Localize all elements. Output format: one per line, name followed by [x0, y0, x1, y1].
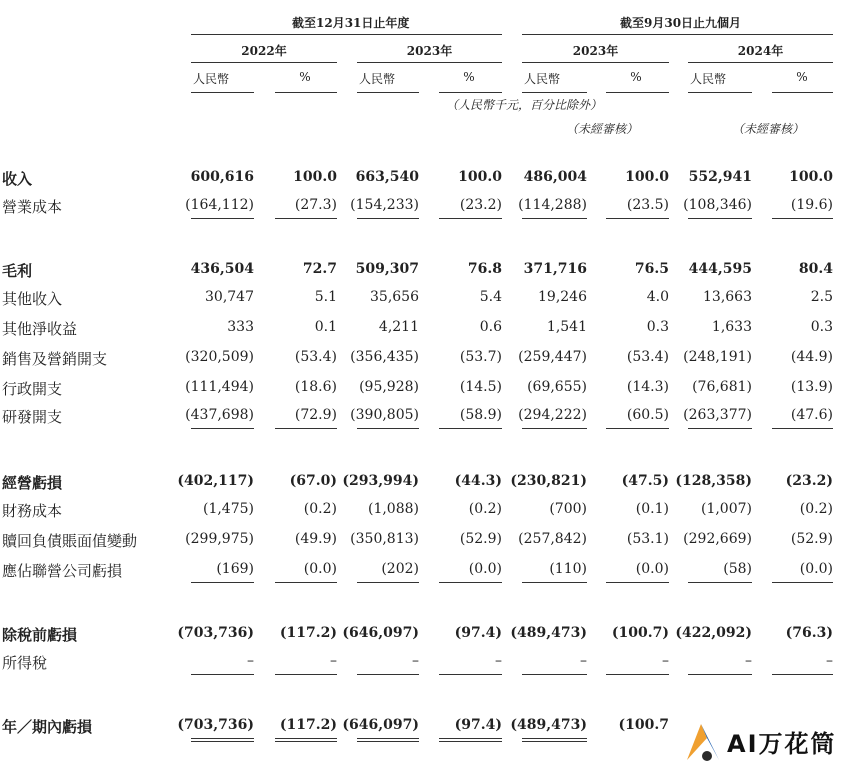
amount-cell: 436,504	[190, 261, 254, 277]
year-underline	[191, 62, 337, 63]
subtotal-rule	[275, 582, 337, 583]
percent-cell: 80.4	[798, 261, 833, 277]
percent-cell: (58.9)	[459, 407, 502, 423]
amount-cell: 13,663	[703, 289, 752, 305]
amount-cell: (164,112)	[185, 197, 254, 213]
total-double-rule	[522, 741, 587, 742]
percent-cell: –	[662, 653, 669, 669]
unit-note: （人民幣千元，百分比除外）	[446, 98, 603, 112]
amount-cell: (154,233)	[350, 197, 419, 213]
total-double-rule	[439, 738, 502, 739]
amount-cell: (257,842)	[518, 531, 587, 547]
subtotal-rule	[191, 218, 254, 219]
watermark-logo	[683, 718, 853, 764]
percent-cell: (14.3)	[626, 379, 669, 395]
amount-cell: 1,541	[546, 319, 587, 335]
year-header: 2024年	[737, 44, 784, 58]
subtotal-rule	[772, 218, 833, 219]
amount-cell: (114,288)	[518, 197, 587, 213]
row-label: 毛利	[2, 262, 33, 280]
percent-cell: 0.3	[646, 319, 669, 335]
subtotal-rule	[439, 218, 502, 219]
amount-cell: (76,681)	[692, 379, 752, 395]
amount-cell: (169)	[216, 561, 254, 577]
percent-cell: (67.0)	[289, 473, 337, 489]
percent-cell: (0.0)	[468, 561, 502, 577]
subtotal-rule	[772, 428, 833, 429]
amount-cell: (294,222)	[518, 407, 587, 423]
subtotal-rule	[357, 674, 419, 675]
percent-cell: 100.0	[789, 169, 833, 185]
subtotal-rule	[357, 428, 419, 429]
percent-cell: 100.0	[293, 169, 337, 185]
percent-cell: 0.1	[314, 319, 337, 335]
total-double-rule	[191, 738, 254, 739]
year-header: 2023年	[572, 44, 619, 58]
amount-cell: (320,509)	[185, 349, 254, 365]
row-label: 贖回負債賬面值變動	[2, 532, 138, 550]
column-underline	[606, 92, 669, 93]
row-label: 營業成本	[2, 198, 63, 216]
subtotal-rule	[522, 218, 587, 219]
percent-cell: (0.0)	[799, 561, 833, 577]
subtotal-rule	[439, 674, 502, 675]
amount-cell: 509,307	[355, 261, 419, 277]
amount-cell: –	[412, 653, 419, 669]
amount-cell: 4,211	[378, 319, 419, 335]
amount-cell: (489,473)	[510, 625, 587, 641]
column-underline	[688, 92, 752, 93]
percent-cell: 2.5	[810, 289, 833, 305]
percent-cell: (53.4)	[294, 349, 337, 365]
column-header-rmb: 人民幣	[690, 72, 727, 86]
subtotal-rule	[357, 582, 419, 583]
column-underline	[191, 92, 254, 93]
year-underline	[688, 62, 833, 63]
percent-cell: (52.9)	[790, 531, 833, 547]
row-label: 其他淨收益	[2, 320, 78, 338]
column-underline	[772, 92, 833, 93]
amount-cell: (248,191)	[683, 349, 752, 365]
percent-cell: (53.7)	[459, 349, 502, 365]
subtotal-rule	[688, 428, 752, 429]
amount-cell: (646,097)	[342, 625, 419, 641]
amount-cell: (202)	[381, 561, 419, 577]
percent-cell: (0.2)	[303, 501, 337, 517]
amount-cell: 1,633	[711, 319, 752, 335]
percent-cell: (18.6)	[294, 379, 337, 395]
row-label: 銷售及營銷開支	[2, 350, 108, 368]
total-double-rule	[275, 741, 337, 742]
percent-cell: (117.2)	[279, 717, 337, 733]
amount-cell: (402,117)	[177, 473, 254, 489]
percent-cell: 76.8	[467, 261, 502, 277]
amount-cell: (1,475)	[202, 501, 254, 517]
percent-cell: –	[495, 653, 502, 669]
subtotal-rule	[522, 674, 587, 675]
column-underline	[439, 92, 502, 93]
subtotal-rule	[275, 674, 337, 675]
total-double-rule	[357, 741, 419, 742]
amount-cell: –	[580, 653, 587, 669]
subtotal-rule	[357, 218, 419, 219]
amount-cell: 35,656	[370, 289, 419, 305]
amount-cell: 486,004	[523, 169, 587, 185]
amount-cell: (1,007)	[700, 501, 752, 517]
percent-cell: (27.3)	[294, 197, 337, 213]
percent-cell: (53.1)	[626, 531, 669, 547]
percent-cell: (60.5)	[626, 407, 669, 423]
amount-cell: –	[247, 653, 254, 669]
period-underline	[522, 34, 833, 35]
amount-cell: (110)	[549, 561, 587, 577]
percent-cell: 72.7	[302, 261, 337, 277]
amount-cell: 444,595	[688, 261, 752, 277]
unaudited-note: （未經審核）	[732, 122, 805, 136]
amount-cell: 19,246	[538, 289, 587, 305]
column-header-pct: %	[796, 70, 808, 84]
percent-cell: 4.0	[646, 289, 669, 305]
amount-cell: 371,716	[523, 261, 587, 277]
amount-cell: 663,540	[355, 169, 419, 185]
unaudited-note: （未經審核）	[566, 122, 639, 136]
percent-cell: (52.9)	[459, 531, 502, 547]
subtotal-rule	[606, 218, 669, 219]
amount-cell: (259,447)	[518, 349, 587, 365]
subtotal-rule	[191, 674, 254, 675]
subtotal-rule	[191, 428, 254, 429]
total-double-rule	[357, 738, 419, 739]
percent-cell: (76.3)	[785, 625, 833, 641]
subtotal-rule	[191, 582, 254, 583]
amount-cell: (263,377)	[683, 407, 752, 423]
percent-cell: (0.2)	[468, 501, 502, 517]
percent-cell: (13.9)	[790, 379, 833, 395]
subtotal-rule	[772, 674, 833, 675]
amount-cell: (489,473)	[510, 717, 587, 733]
amount-cell: (390,805)	[350, 407, 419, 423]
percent-cell: –	[826, 653, 833, 669]
percent-cell: (23.5)	[626, 197, 669, 213]
percent-cell: (23.2)	[459, 197, 502, 213]
percent-cell: (100.7)	[611, 625, 669, 641]
amount-cell: (95,928)	[359, 379, 419, 395]
subtotal-rule	[688, 218, 752, 219]
row-label: 除稅前虧損	[2, 626, 78, 644]
column-header-pct: %	[299, 70, 311, 84]
amount-cell: (230,821)	[510, 473, 587, 489]
amount-cell: (111,494)	[185, 379, 254, 395]
percent-cell: (19.6)	[790, 197, 833, 213]
logo-icon	[683, 720, 723, 764]
amount-cell: (700)	[549, 501, 587, 517]
subtotal-rule	[439, 428, 502, 429]
subtotal-rule	[688, 674, 752, 675]
row-label: 研發開支	[2, 408, 63, 426]
subtotal-rule	[606, 674, 669, 675]
percent-cell: (117.2)	[279, 625, 337, 641]
percent-cell: (23.2)	[785, 473, 833, 489]
column-header-pct: %	[630, 70, 642, 84]
percent-cell: (100.7	[618, 717, 669, 733]
row-label: 所得稅	[2, 654, 48, 672]
amount-cell: 333	[227, 319, 254, 335]
subtotal-rule	[275, 218, 337, 219]
amount-cell: (437,698)	[185, 407, 254, 423]
year-header: 2022年	[241, 44, 287, 58]
amount-cell: (108,346)	[683, 197, 752, 213]
row-label: 其他收入	[2, 290, 63, 308]
percent-cell: (72.9)	[294, 407, 337, 423]
amount-cell: (1,088)	[367, 501, 419, 517]
total-double-rule	[439, 741, 502, 742]
amount-cell: (703,736)	[177, 625, 254, 641]
amount-cell: (350,813)	[350, 531, 419, 547]
subtotal-rule	[439, 582, 502, 583]
subtotal-rule	[522, 428, 587, 429]
subtotal-rule	[522, 582, 587, 583]
percent-cell: (0.1)	[635, 501, 669, 517]
row-label: 收入	[2, 170, 33, 188]
total-double-rule	[191, 741, 254, 742]
percent-cell: (14.5)	[459, 379, 502, 395]
year-underline	[522, 62, 669, 63]
percent-cell: (97.4)	[454, 625, 502, 641]
percent-cell: 0.6	[479, 319, 502, 335]
period-header-fy: 截至12月31日止年度	[292, 16, 410, 30]
row-label: 行政開支	[2, 380, 63, 398]
percent-cell: 5.4	[479, 289, 502, 305]
amount-cell: (293,994)	[342, 473, 419, 489]
percent-cell: (47.5)	[621, 473, 669, 489]
column-header-pct: %	[463, 70, 475, 84]
period-underline	[191, 34, 502, 35]
amount-cell: –	[745, 653, 752, 669]
amount-cell: (69,655)	[527, 379, 587, 395]
percent-cell: 76.5	[634, 261, 669, 277]
percent-cell: (49.9)	[294, 531, 337, 547]
column-header-rmb: 人民幣	[193, 72, 230, 86]
percent-cell: (44.9)	[790, 349, 833, 365]
subtotal-rule	[606, 582, 669, 583]
amount-cell: (299,975)	[185, 531, 254, 547]
total-double-rule	[275, 738, 337, 739]
percent-cell: –	[330, 653, 337, 669]
column-underline	[357, 92, 419, 93]
amount-cell: (128,358)	[675, 473, 752, 489]
subtotal-rule	[275, 428, 337, 429]
amount-cell: 30,747	[205, 289, 254, 305]
percent-cell: (97.4)	[454, 717, 502, 733]
amount-cell: (422,092)	[675, 625, 752, 641]
amount-cell: 600,616	[190, 169, 254, 185]
column-underline	[522, 92, 587, 93]
column-header-rmb: 人民幣	[524, 72, 561, 86]
year-underline	[357, 62, 502, 63]
row-label: 經營虧損	[2, 474, 63, 492]
period-header-9m: 截至9月30日止九個月	[620, 16, 742, 30]
percent-cell: 5.1	[314, 289, 337, 305]
column-header-rmb: 人民幣	[359, 72, 396, 86]
percent-cell: 100.0	[625, 169, 669, 185]
column-underline	[275, 92, 337, 93]
percent-cell: (47.6)	[790, 407, 833, 423]
row-label: 財務成本	[2, 502, 63, 520]
percent-cell: 100.0	[458, 169, 502, 185]
percent-cell: (0.0)	[635, 561, 669, 577]
row-label: 年／期內虧損	[2, 718, 93, 736]
amount-cell: (703,736)	[177, 717, 254, 733]
subtotal-rule	[772, 582, 833, 583]
percent-cell: 0.3	[810, 319, 833, 335]
amount-cell: (292,669)	[683, 531, 752, 547]
amount-cell: (58)	[723, 561, 752, 577]
percent-cell: (0.0)	[303, 561, 337, 577]
subtotal-rule	[688, 582, 752, 583]
percent-cell: (0.2)	[799, 501, 833, 517]
total-double-rule	[522, 738, 587, 739]
row-label: 應佔聯營公司虧損	[2, 562, 123, 580]
percent-cell: (53.4)	[626, 349, 669, 365]
year-header: 2023年	[406, 44, 453, 58]
amount-cell: 552,941	[688, 169, 752, 185]
percent-cell: (44.3)	[454, 473, 502, 489]
amount-cell: (646,097)	[342, 717, 419, 733]
amount-cell: (356,435)	[350, 349, 419, 365]
watermark-text: AI万花筒	[727, 730, 837, 758]
subtotal-rule	[606, 428, 669, 429]
